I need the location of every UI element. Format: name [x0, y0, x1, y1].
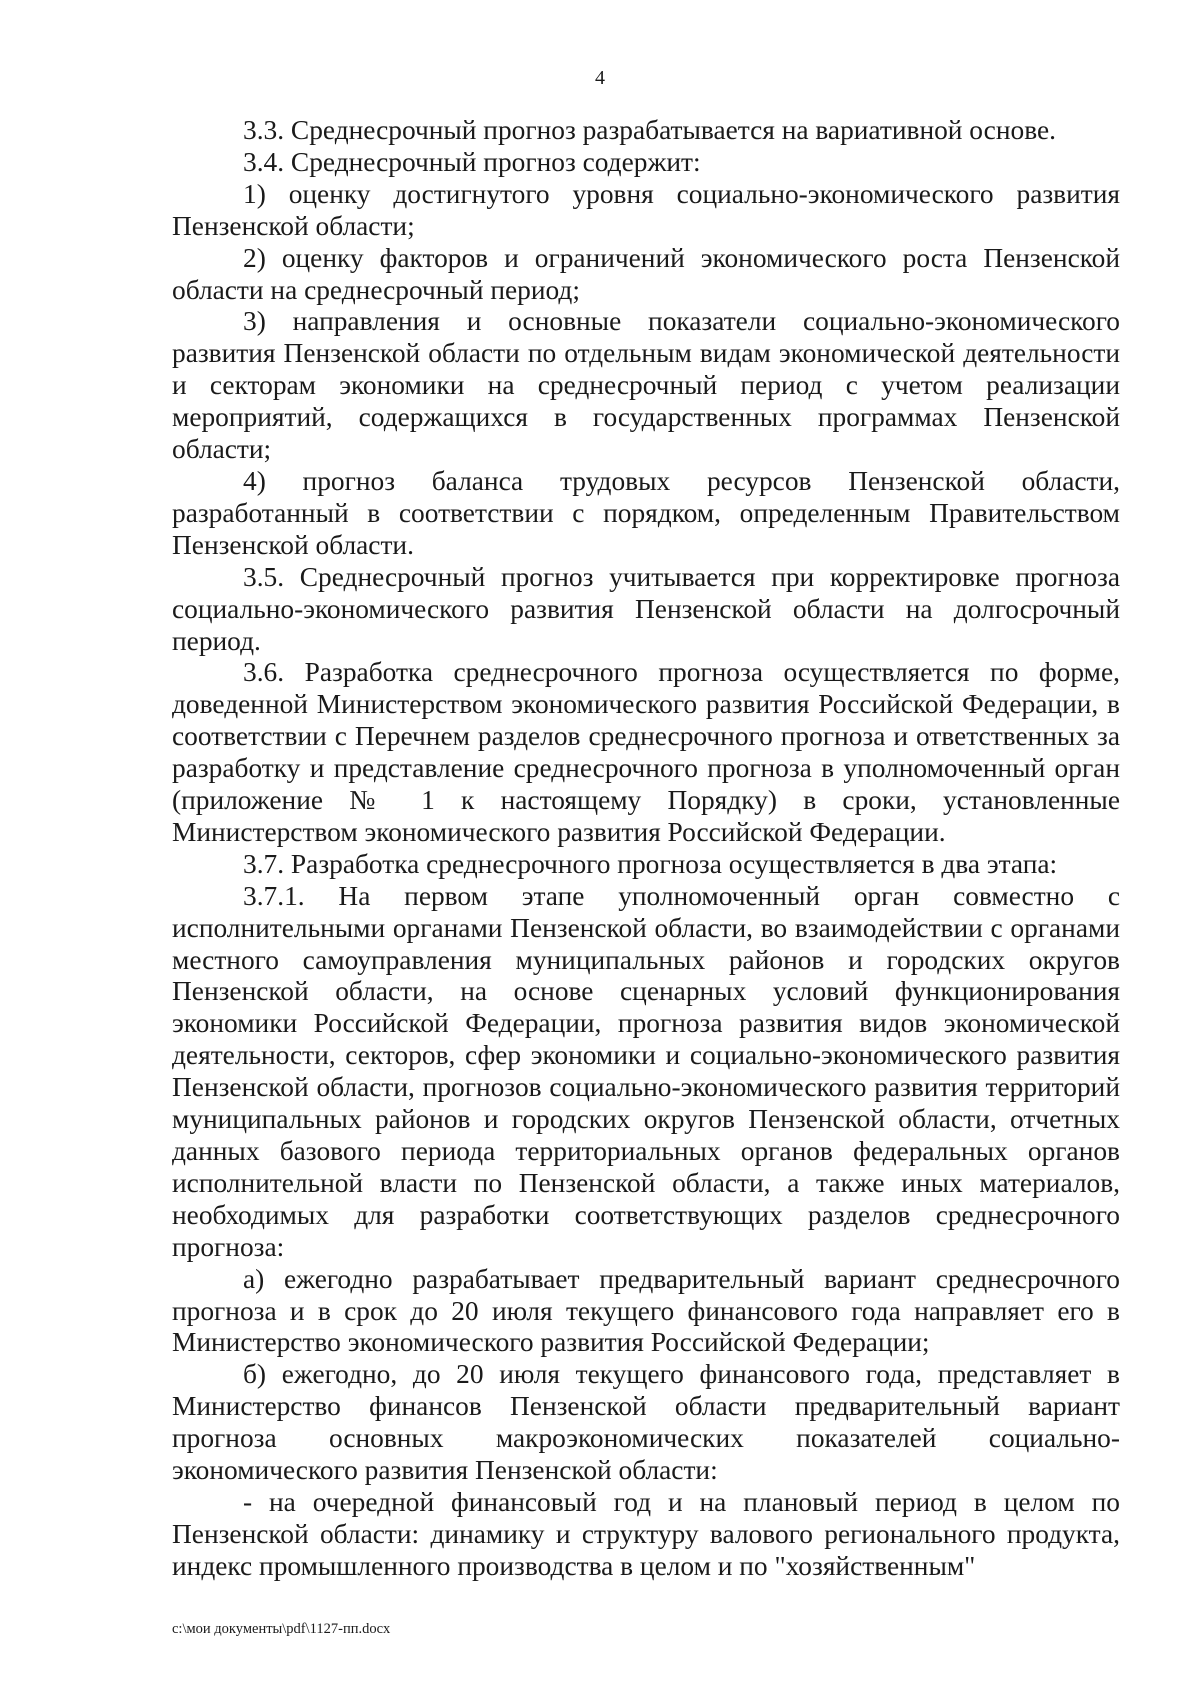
- paragraph-3-4: 3.4. Среднесрочный прогноз содержит:: [243, 146, 701, 177]
- list-item-4: 4) прогноз баланса трудовых ресурсов Пензенской области, разработанный в соответствии с порядком, определенным Правительством Пензенской области.: [172, 465, 1120, 560]
- sub-item-a: а) ежегодно разрабатывает предварительный вариант среднесрочного прогноза и в срок до 20 июля текущего финансового года направляет его в Министерство экономического развития Российской Федерации;: [172, 1263, 1120, 1358]
- list-item-1: 1) оценку достигнутого уровня социально-экономического развития Пензенской области;: [172, 178, 1120, 241]
- paragraph-3-5: 3.5. Среднесрочный прогноз учитывается при корректировке прогноза социально-экономического развития Пензенской области на долгосрочный период.: [172, 561, 1120, 656]
- sub-item-b: б) ежегодно, до 20 июля текущего финансового года, представляет в Министерство финансов Пензенской области предварительный вариант прогноза основных макроэкономических показателей социально-экономического развития Пензенской области:: [172, 1359, 1120, 1486]
- document-body: [172, 115, 1120, 1583]
- dash-item: - на очередной финансовый год и на плановый период в целом по Пензенской области: динамику и структуру валового регионального продукта, индекс промышленного производства в целом и по "хозяйственным": [172, 1486, 1120, 1581]
- list-item-3: 3) направления и основные показатели социально-экономического развития Пензенской области по отдельным видам экономической деятельности и секторам экономики на среднесрочный период с учетом реализации мероприятий, содержащихся в государственных программах Пензенской области;: [172, 306, 1120, 465]
- paragraph-3-7: 3.7. Разработка среднесрочного прогноза осуществляется в два этапа:: [243, 848, 1058, 879]
- footer-file-path: c:\мои документы\pdf\1127-пп.docx: [172, 1621, 391, 1637]
- paragraph-3-6: 3.6. Разработка среднесрочного прогноза осуществляется по форме, доведенной Министерством экономического развития Российской Федерации, в соответствии с Перечнем разделов среднесрочного прогноза и ответственных за разработку и представление среднесрочного прогноза в уполномоченный орган (приложение № 1 к настоящему Порядку) в сроки, установленные Министерством экономического развития Российской Федерации.: [172, 657, 1120, 847]
- list-item-2: 2) оценку факторов и ограничений экономического роста Пензенской области на среднесрочный период;: [172, 242, 1120, 305]
- paragraph-3-3: 3.3. Среднесрочный прогноз разрабатывается на вариативной основе.: [243, 115, 1056, 145]
- page-number: 4: [595, 67, 605, 89]
- paragraph-3-7-1: 3.7.1. На первом этапе уполномоченный орган совместно с исполнительными органами Пензенской области, во взаимодействии с органами местного самоуправления муниципальных районов и городских округов Пензенской области, на основе сценарных условий функционирования экономики Российской Федерации, прогноза развития видов экономической деятельности, секторов, сфер экономики и социально-экономического развития Пензенской области, прогнозов социально-экономического развития территорий муниципальных районов и городских округов Пензенской области, отчетных данных базового периода территориальных органов федеральных органов исполнительной власти по Пензенской области, а также иных материалов, необходимых для разработки соответствующих разделов среднесрочного прогноза:: [172, 880, 1120, 1262]
